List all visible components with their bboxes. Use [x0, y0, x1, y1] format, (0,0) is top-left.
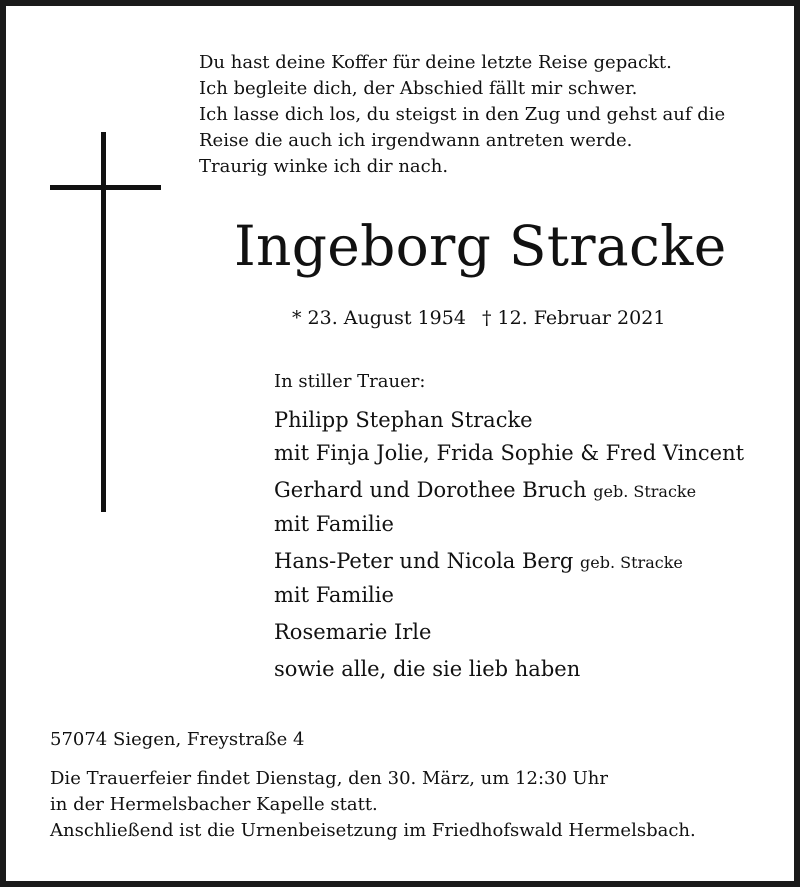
mourner-name: sowie alle, die sie lieb haben	[274, 657, 581, 681]
poem-line: Reise die auch ich irgendwann antreten werde.	[199, 130, 633, 151]
deceased-name: Ingeborg Stracke	[234, 214, 727, 278]
life-dates	[292, 304, 665, 332]
mourner-group	[274, 545, 744, 612]
poem	[199, 50, 725, 180]
mourner-detail: mit Familie	[274, 583, 394, 607]
death-date: † 12. Februar 2021	[481, 307, 666, 329]
mourner-name: Rosemarie Irle	[274, 620, 432, 644]
mourner-group	[274, 474, 744, 541]
poem-line: Du hast deine Koffer für deine letzte Reise gepackt.	[199, 52, 672, 73]
cross-icon-bar	[50, 185, 161, 190]
mourner-name: Gerhard und Dorothee Bruch	[274, 478, 587, 502]
poem-line: Ich lasse dich los, du steigst in den Zug und gehst auf die	[199, 104, 726, 125]
mourner-birth-name: geb. Stracke	[580, 553, 683, 572]
poem-line: Ich begleite dich, der Abschied fällt mir schwer.	[199, 78, 638, 99]
mourner-group	[274, 404, 744, 470]
funeral-info	[50, 766, 696, 844]
mourner-name: Hans-Peter und Nicola Berg	[274, 549, 574, 573]
mourner-group	[274, 653, 744, 686]
funeral-info-line: Die Trauerfeier findet Dienstag, den 30. März, um 12:30 Uhr	[50, 768, 609, 789]
mourners-list	[274, 368, 744, 690]
birth-date: * 23. August 1954	[292, 307, 466, 329]
mourner-detail: mit Familie	[274, 512, 394, 536]
funeral-info-line: in der Hermelsbacher Kapelle statt.	[50, 794, 378, 815]
mourner-birth-name: geb. Stracke	[593, 482, 697, 501]
funeral-info-line: Anschließend ist die Urnenbeisetzung im Friedhofswald Hermelsbach.	[50, 820, 696, 841]
mourner-name: Philipp Stephan Stracke	[274, 408, 533, 432]
mourner-group	[274, 616, 744, 649]
address: 57074 Siegen, Freystraße 4	[50, 729, 305, 750]
mourner-detail: mit Finja Jolie, Frida Sophie & Fred Vincent	[274, 441, 745, 465]
poem-line: Traurig winke ich dir nach.	[199, 156, 449, 177]
mourning-intro: In stiller Trauer:	[274, 371, 426, 392]
